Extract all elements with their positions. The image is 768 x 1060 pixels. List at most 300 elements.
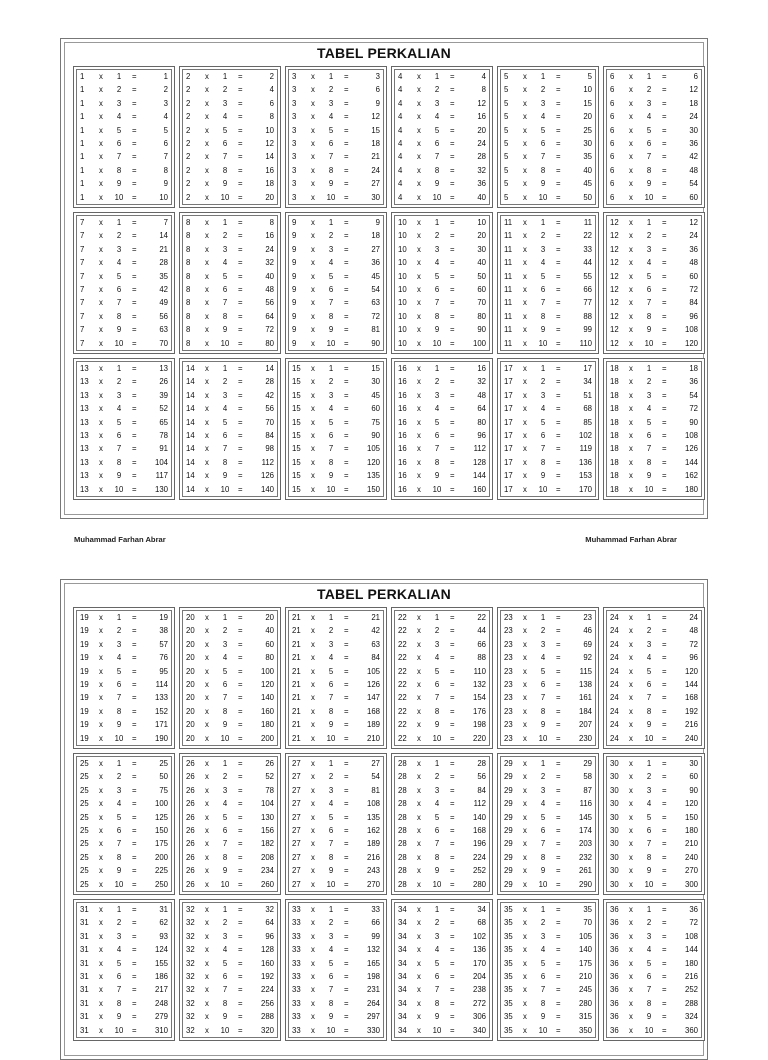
table-row [395,997,489,1010]
table-row [77,456,171,469]
multiplier: 4 [328,653,334,663]
multiplier: 1 [222,759,228,768]
product: 70 [265,417,274,427]
times-sign: x [205,471,209,481]
multiplicand: 22 [398,720,407,730]
multiplicand: 22 [398,626,407,636]
equals-sign: = [344,653,349,663]
product: 170 [472,958,486,968]
product: 90 [689,785,698,795]
times-sign: x [99,444,103,454]
product: 260 [260,879,274,889]
multiplicand: 4 [398,72,403,81]
product: 220 [472,733,486,743]
multiplication-table-33 [285,899,387,1041]
product: 10 [265,125,274,135]
multiplicand: 20 [186,706,195,716]
table-row [501,811,595,824]
times-sign: x [523,1012,527,1022]
times-sign: x [99,706,103,716]
product: 72 [689,284,698,294]
product: 20 [477,231,486,241]
equals-sign: = [556,244,561,254]
product: 160 [472,484,486,494]
table-row [183,256,277,269]
times-sign: x [523,325,527,335]
product: 6 [693,72,698,81]
equals-sign: = [132,626,137,636]
multiplier: 9 [116,179,122,189]
multiplicand: 14 [186,471,195,481]
table-row [501,70,595,83]
multiplier: 5 [328,666,334,676]
equals-sign: = [450,985,455,995]
product: 91 [159,444,168,454]
times-sign: x [311,931,315,941]
multiplicand: 23 [504,666,513,676]
table-row [395,442,489,455]
multiplicand: 15 [292,444,301,454]
product: 18 [371,138,380,148]
sheet-title: TABEL PERKALIAN [317,45,451,61]
equals-sign: = [344,258,349,268]
product: 216 [366,852,380,862]
multiplicand: 10 [398,325,407,335]
multiplier: 9 [434,325,440,335]
multiplier: 7 [328,985,334,995]
multiplicand: 21 [292,693,301,703]
table-row [289,469,383,482]
product: 75 [159,785,168,795]
equals-sign: = [238,985,243,995]
equals-sign: = [344,971,349,981]
times-sign: x [205,666,209,676]
table-row [183,110,277,123]
product: 9 [163,179,168,189]
times-sign: x [99,364,103,373]
multiplicand: 8 [186,338,191,348]
multiplicand: 10 [398,218,407,227]
table-row [395,216,489,229]
multiplier: 6 [222,971,228,981]
equals-sign: = [662,918,667,928]
times-sign: x [205,839,209,849]
table-row [183,389,277,402]
times-sign: x [523,125,527,135]
multiplication-table-27 [285,753,387,895]
times-sign: x [417,284,421,294]
times-sign: x [205,72,209,81]
equals-sign: = [662,85,667,95]
equals-sign: = [132,839,137,849]
table-row [607,270,701,283]
table-inner-border [500,69,596,205]
equals-sign: = [344,945,349,955]
equals-sign: = [344,985,349,995]
product: 32 [477,377,486,387]
multiplier: 10 [114,484,124,494]
multiplicand: 21 [292,679,301,689]
multiplicand: 19 [80,733,89,743]
times-sign: x [523,192,527,202]
times-sign: x [205,417,209,427]
times-sign: x [629,484,633,494]
multiplier: 8 [540,311,546,321]
times-sign: x [629,284,633,294]
equals-sign: = [662,653,667,663]
equals-sign: = [238,720,243,730]
times-sign: x [629,364,633,373]
multiplicand: 20 [186,720,195,730]
product: 48 [689,258,698,268]
times-sign: x [311,72,315,81]
times-sign: x [523,471,527,481]
times-sign: x [629,852,633,862]
equals-sign: = [556,444,561,454]
equals-sign: = [450,325,455,335]
multiplicand: 7 [80,325,85,335]
product: 40 [265,271,274,281]
multiplier: 10 [644,338,654,348]
multiplication-table-22 [391,607,493,749]
multiplicand: 30 [610,799,619,809]
multiplicand: 19 [80,613,89,622]
times-sign: x [629,390,633,400]
multiplier: 6 [540,284,546,294]
equals-sign: = [556,298,561,308]
times-sign: x [523,218,527,227]
multiplier: 4 [646,945,652,955]
times-sign: x [417,179,421,189]
equals-sign: = [238,918,243,928]
equals-sign: = [662,430,667,440]
product: 96 [689,653,698,663]
multiplier: 9 [646,1012,652,1022]
equals-sign: = [344,152,349,162]
times-sign: x [205,179,209,189]
multiplicand: 13 [80,430,89,440]
times-sign: x [417,679,421,689]
times-sign: x [523,958,527,968]
table-row [183,903,277,916]
product: 63 [371,298,380,308]
table-row [183,718,277,731]
times-sign: x [417,404,421,414]
multiplier: 4 [116,653,122,663]
table-row [289,150,383,163]
multiplicand: 34 [398,918,407,928]
multiplier: 3 [328,785,334,795]
multiplicand: 12 [610,311,619,321]
multiplier: 1 [222,364,228,373]
multiplicand: 36 [610,905,619,914]
multiplicand: 28 [398,866,407,876]
table-row [501,469,595,482]
times-sign: x [629,98,633,108]
equals-sign: = [238,839,243,849]
table-row [77,970,171,983]
times-sign: x [523,679,527,689]
multiplicand: 10 [398,244,407,254]
multiplicand: 36 [610,945,619,955]
table-row [607,177,701,190]
equals-sign: = [132,484,137,494]
equals-sign: = [344,444,349,454]
multiplicand: 8 [186,325,191,335]
multiplicand: 11 [504,284,513,294]
table-row [607,456,701,469]
multiplicand: 3 [292,85,297,95]
product: 81 [371,325,380,335]
table-row [501,943,595,956]
table-row [183,837,277,850]
table-row [77,137,171,150]
multiplicand: 19 [80,653,89,663]
table-row [395,770,489,783]
table-row [607,864,701,877]
table-row [77,416,171,429]
table-row [77,691,171,704]
times-sign: x [205,457,209,467]
times-sign: x [205,364,209,373]
product: 186 [154,971,168,981]
multiplicand: 35 [504,998,513,1008]
product: 140 [260,484,274,494]
multiplicand: 34 [398,958,407,968]
multiplicand: 20 [186,653,195,663]
product: 24 [689,112,698,122]
equals-sign: = [132,785,137,795]
multiplier: 7 [540,298,546,308]
product: 52 [159,404,168,414]
product: 60 [371,404,380,414]
table-row [77,469,171,482]
multiplier: 4 [222,258,228,268]
times-sign: x [417,613,421,622]
table-row [607,997,701,1010]
table-row [289,811,383,824]
equals-sign: = [238,417,243,427]
multiplicand: 25 [80,785,89,795]
product: 68 [477,918,486,928]
product: 21 [371,152,380,162]
product: 50 [583,192,592,202]
multiplier: 8 [646,457,652,467]
product: 27 [371,759,380,768]
times-sign: x [311,112,315,122]
multiplicand: 27 [292,772,301,782]
equals-sign: = [238,626,243,636]
table-inner-border [394,610,490,746]
equals-sign: = [450,218,455,227]
times-sign: x [311,338,315,348]
multiplication-table-2 [179,66,281,208]
multiplicand: 11 [504,258,513,268]
multiplier: 4 [222,799,228,809]
equals-sign: = [556,866,561,876]
multiplier: 1 [116,613,122,622]
equals-sign: = [132,271,137,281]
product: 300 [684,879,698,889]
multiplicand: 15 [292,377,301,387]
table-inner-border [606,756,702,892]
table-row [395,878,489,891]
multiplicand: 6 [610,72,615,81]
product: 18 [689,98,698,108]
multiplier: 7 [540,839,546,849]
table-row [183,784,277,797]
multiplicand: 7 [80,258,85,268]
product: 200 [260,733,274,743]
product: 30 [371,377,380,387]
times-sign: x [629,613,633,622]
equals-sign: = [238,165,243,175]
equals-sign: = [238,639,243,649]
table-row [607,389,701,402]
table-row [607,824,701,837]
table-row [501,429,595,442]
multiplicand: 26 [186,785,195,795]
times-sign: x [311,733,315,743]
table-inner-border [182,69,278,205]
table-row [501,903,595,916]
equals-sign: = [344,377,349,387]
equals-sign: = [132,812,137,822]
multiplier: 3 [646,98,652,108]
table-row [395,256,489,269]
table-row [501,824,595,837]
multiplicand: 11 [504,244,513,254]
times-sign: x [523,98,527,108]
product: 234 [260,866,274,876]
table-row [77,124,171,137]
product: 238 [472,985,486,995]
equals-sign: = [132,364,137,373]
multiplier: 7 [222,298,228,308]
times-sign: x [99,799,103,809]
multiplier: 10 [432,1025,442,1035]
times-sign: x [311,1012,315,1022]
multiplication-table-31 [73,899,175,1041]
product: 3 [163,98,168,108]
table-row [607,970,701,983]
multiplier: 10 [432,338,442,348]
equals-sign: = [132,179,137,189]
equals-sign: = [450,444,455,454]
equals-sign: = [662,72,667,81]
table-row [77,757,171,770]
multiplier: 7 [434,444,440,454]
multiplier: 6 [328,430,334,440]
multiplier: 10 [326,733,336,743]
table-row [501,296,595,309]
table-row [183,483,277,496]
table-row [395,611,489,624]
times-sign: x [205,390,209,400]
table-row [183,824,277,837]
equals-sign: = [238,179,243,189]
times-sign: x [417,457,421,467]
multiplicand: 31 [80,958,89,968]
equals-sign: = [662,377,667,387]
product: 100 [472,338,486,348]
times-sign: x [417,484,421,494]
times-sign: x [311,311,315,321]
product: 184 [578,706,592,716]
equals-sign: = [238,85,243,95]
product: 200 [154,852,168,862]
multiplication-table-13 [73,358,175,500]
multiplicand: 9 [292,244,297,254]
multiplier: 6 [328,284,334,294]
table-row [289,718,383,731]
product: 36 [689,244,698,254]
multiplier: 2 [222,231,228,241]
multiplier: 7 [116,152,122,162]
multiplicand: 33 [292,985,301,995]
multiplicand: 34 [398,1025,407,1035]
table-inner-border [606,69,702,205]
product: 36 [371,258,380,268]
product: 203 [578,839,592,849]
product: 14 [159,231,168,241]
times-sign: x [417,998,421,1008]
multiplicand: 1 [80,98,85,108]
multiplier: 9 [116,720,122,730]
multiplicand: 27 [292,799,301,809]
multiplier: 4 [116,258,122,268]
multiplicand: 1 [80,125,85,135]
multiplier: 10 [326,1025,336,1035]
table-row [289,624,383,637]
multiplicand: 9 [292,258,297,268]
equals-sign: = [132,945,137,955]
product: 46 [583,626,592,636]
times-sign: x [417,138,421,148]
times-sign: x [629,759,633,768]
multiplicand: 15 [292,457,301,467]
multiplicand: 31 [80,1012,89,1022]
table-row [395,624,489,637]
multiplier: 3 [328,931,334,941]
times-sign: x [311,639,315,649]
times-sign: x [523,112,527,122]
times-sign: x [629,866,633,876]
multiplicand: 36 [610,931,619,941]
table-row [183,296,277,309]
table-row [501,389,595,402]
multiplicand: 21 [292,653,301,663]
multiplier: 8 [646,998,652,1008]
table-row [289,1010,383,1023]
table-row [395,483,489,496]
equals-sign: = [132,720,137,730]
multiplier: 3 [328,639,334,649]
multiplier: 2 [328,231,334,241]
equals-sign: = [450,852,455,862]
multiplicand: 3 [292,125,297,135]
equals-sign: = [238,971,243,981]
product: 32 [265,905,274,914]
times-sign: x [99,298,103,308]
times-sign: x [523,639,527,649]
times-sign: x [417,706,421,716]
equals-sign: = [238,613,243,622]
multiplier: 10 [538,338,548,348]
product: 90 [371,338,380,348]
multiplier: 5 [646,271,652,281]
table-row [289,705,383,718]
